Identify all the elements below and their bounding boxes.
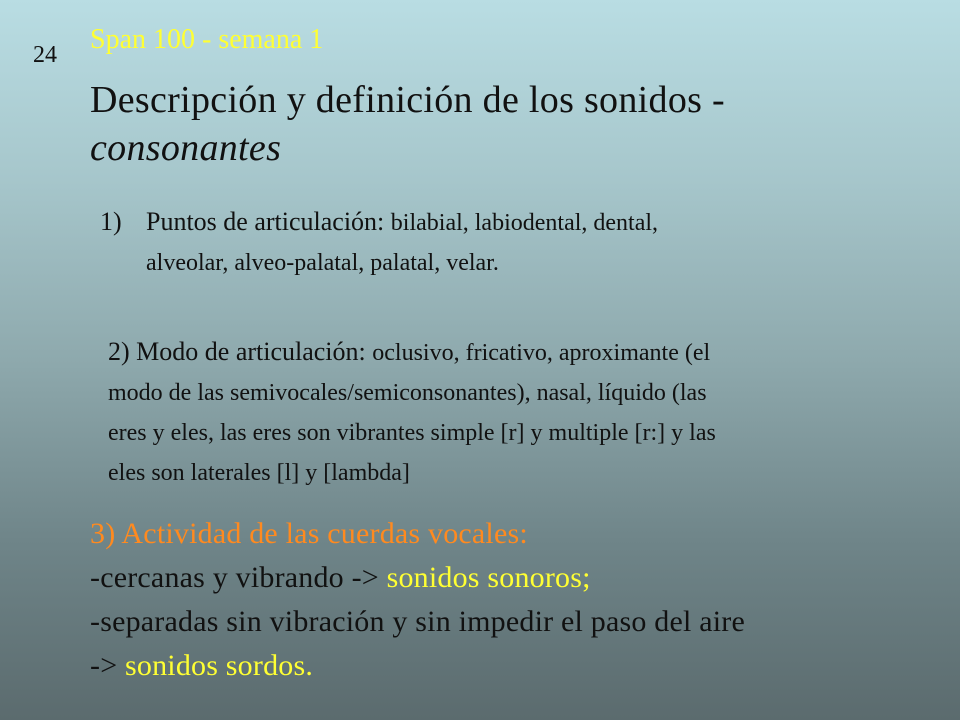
- section3-line3-highlight: sonidos sordos.: [125, 649, 314, 682]
- section3-line3-prefix: ->: [90, 649, 118, 682]
- section1-number: 1): [100, 207, 122, 236]
- section3-heading: 3) Actividad de las cuerdas vocales:: [90, 517, 528, 550]
- title-main: Descripción y definición de los sonidos -: [90, 79, 725, 121]
- section2-line3: eres y eles, las eres son vibrantes simple [r] y multiple [r:] y las: [108, 420, 716, 446]
- slide-title: [90, 76, 725, 172]
- section2-line2: modo de las semivocales/semiconsonantes), nasal, líquido (las: [108, 380, 707, 406]
- section1-line2: alveolar, alveo-palatal, palatal, velar.: [146, 250, 499, 276]
- section3-line1-highlight: sonidos sonoros;: [386, 561, 591, 594]
- section1-heading: Puntos de articulación:: [146, 207, 385, 236]
- section2-line4: eles son laterales [l] y [lambda]: [108, 460, 410, 486]
- section2-heading: 2) Modo de articulación:: [108, 337, 366, 366]
- section-manner-of-articulation: [108, 332, 716, 493]
- section3-line2: -separadas sin vibración y sin impedir el paso del aire: [90, 605, 745, 638]
- section1-line1: bilabial, labiodental, dental,: [390, 210, 659, 236]
- section2-line1: oclusivo, fricativo, aproximante (el: [372, 340, 711, 366]
- section-vocal-cords: [90, 512, 745, 688]
- slide-number: 24: [33, 42, 57, 68]
- course-label: Span 100 - semana 1: [90, 24, 324, 55]
- title-italic: consonantes: [90, 127, 282, 169]
- section-points-of-articulation: [100, 202, 658, 283]
- section3-line1-prefix: -cercanas y vibrando ->: [90, 561, 379, 594]
